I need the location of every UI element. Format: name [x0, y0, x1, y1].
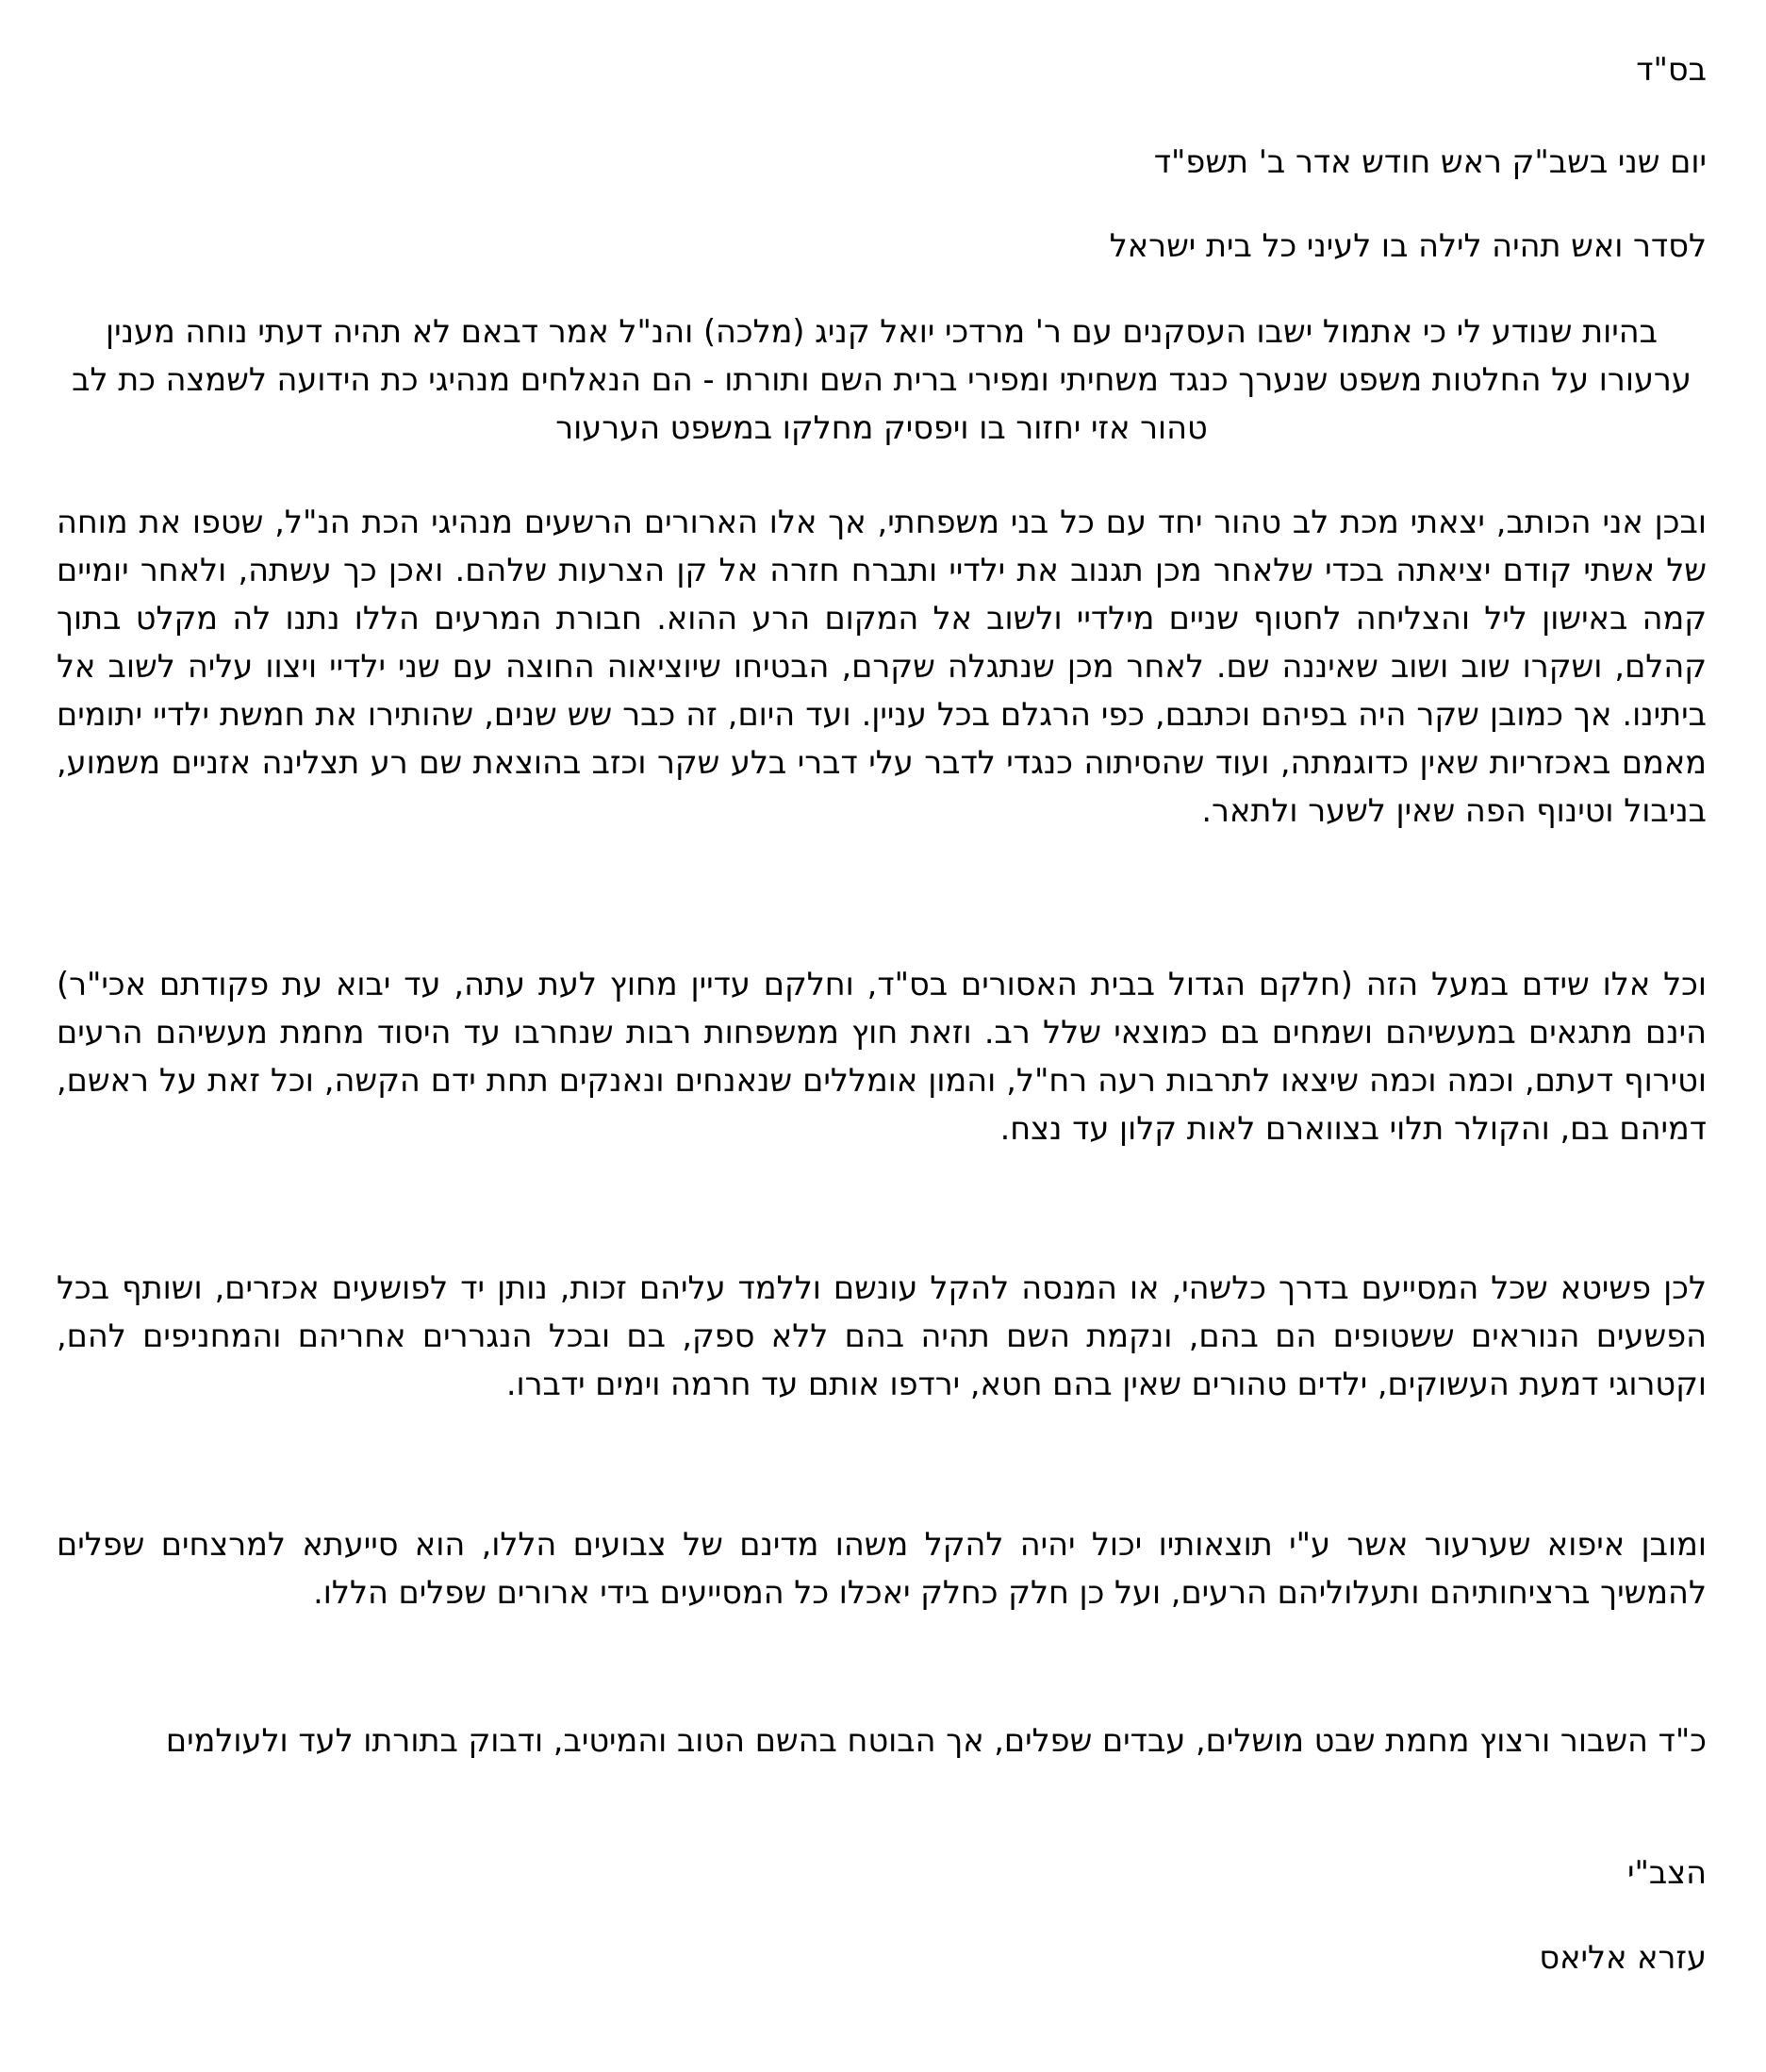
salutation-line: הצב"י: [1626, 1854, 1707, 1891]
paragraph-5: ומובן איפוא שערעור אשר ע"י תוצאותיו יכול יהיה להקל משהו מדינם של צבועים הללו, הוא סייעתא למרצחים שפלים להמשיך ברציחותיהם ותעלוליהם הרעים, ועל כן חלק כחלק יאכלו כל המסייעים בידי ארורים שפלים הללו.: [57, 1526, 1707, 1611]
paragraph-1: בהיות שנודע לי כי אתמול ישבו העסקנים עם ר' מרדכי יואל קניג (מלכה) והנ"ל אמר דבאם לא תהיה דעתי נוחה מענין ערעורו על החלטות משפט שנערך כנגד משחיתי ומפירי ברית השם ותורתו - הם הנאלחים מנהיגי כת הידועה לשמצה כת לב טהור אזי יחזור בו ויפסיק מחלקו במשפט הערעור: [72, 313, 1692, 446]
paragraph-4: לכן פשיטא שכל המסייעם בדרך כלשהי, או המנסה להקל עונשם וללמד עליהם זכות, נותן יד לפושעים אכזרים, ושותף בכל הפשעים הנוראים ששטופים הם בהם, ונקמת השם תהיה בהם ללא ספק, בם ובכל הנגררים אחריהם והמחניפים להם, וקטרוגי דמעת העשוקים, ילדים טהורים שאין בהם חטא, ירדפו אותם עד חרמה וימים ידברו.: [57, 1269, 1707, 1402]
paragraph-6: כ"ד השבור ורצוץ מחמת שבט מושלים, עבדים שפלים, אך הבוטח בהשם הטוב והמיטיב, ודבוק בתורתו לעד ולעולמים: [165, 1722, 1707, 1759]
date-line: יום שני בשב"ק ראש חודש אדר ב' תשפ"ד: [1153, 143, 1707, 180]
bsd-header: בס"ד: [1636, 51, 1707, 88]
paragraph-3: וכל אלו שידם במעל הזה (חלקם הגדול בבית האסורים בס"ד, וחלקם עדיין מחוץ לעת עתה, עד יבוא עת פקודתם אכי"ר) הינם מתגאים במעשיהם ושמחים בם כמוצאי שלל רב. וזאת חוץ ממשפחות רבות שנחרבו עד היסוד מחמת מעשיהם הרעים וטירוף דעתם, וכמה וכמה שיצאו לתרבות רעה רח"ל, והמון אומללים שנאנחים ונאנקים תחת ידם הקשה, וכל זאת על ראשם, דמיהם בם, והקולר תלוי בצווארם לאות קלון עד נצח.: [57, 966, 1707, 1147]
verse-line: לסדר ואש תהיה לילה בו לעיני כל בית ישראל: [1109, 227, 1707, 264]
paragraph-2: ובכן אני הכותב, יצאתי מכת לב טהור יחד עם כל בני משפחתי, אך אלו הארורים הרשעים מנהיגי הכת הנ"ל, שטפו את מוחה של אשתי קודם יציאתה בכדי שלאחר מכן תגנוב את ילדיי ותברח חזרה אל קן הצרעות שלהם. ואכן כך עשתה, ולאחר יומיים קמה באישון ליל והצליחה לחטוף שניים מילדיי ולשוב אל המקום הרע ההוא. חבורת המרעים הללו נתנו לה מקלט בתוך קהלם, ושקרו שוב ושוב שאיננה שם. לאחר מכן שנתגלה שקרם, הבטיחו שיוציאוה החוצה עם שני ילדיי ויצוו עליה לשוב אל ביתינו. אך כמובן שקר היה בפיהם וכתבם, כפי הרגלם בכל עניין. ועד היום, זה כבר שש שנים, שהותירו את חמשת ילדיי יתומים מאמם באכזריות שאין כדוגמתה, ועוד שהסיתוה כנגדי לדבר עלי דברי בלע שקר וכזב בהוצאת שם רע תצלינה אזניים משמוע, בניבול וטינוף הפה שאין לשער ולתאר.: [57, 504, 1707, 829]
letter-page: [57, 0, 1707, 2072]
signature-line: עזרא אליאס: [1539, 1939, 1707, 1976]
